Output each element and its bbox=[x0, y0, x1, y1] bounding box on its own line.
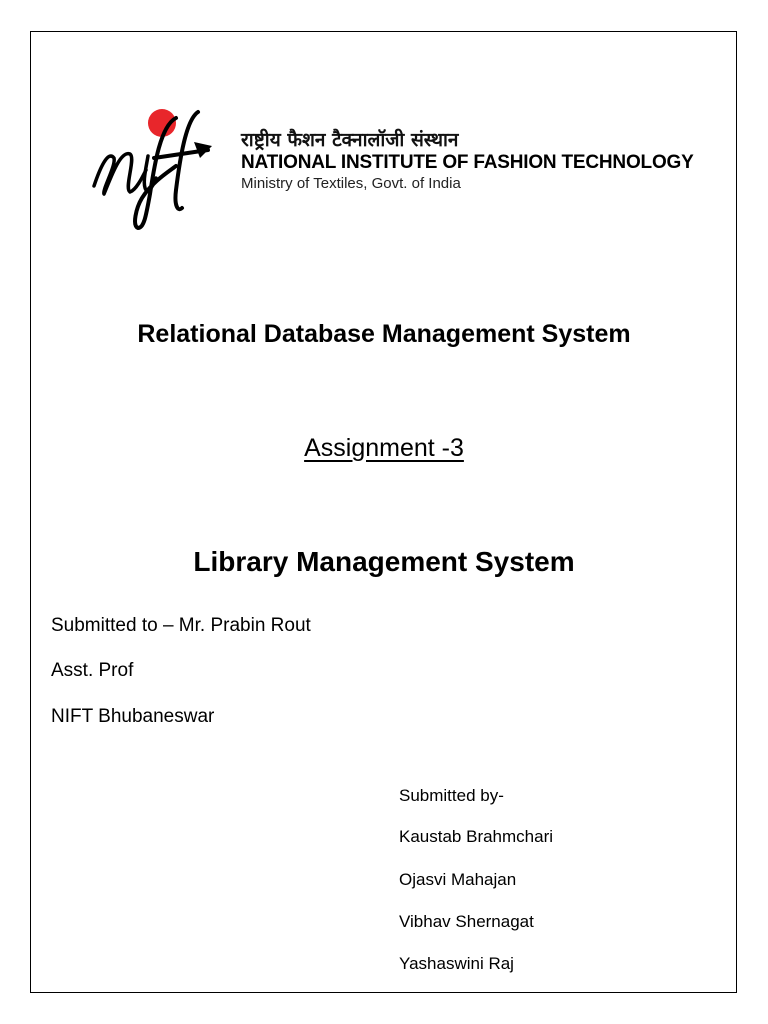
member-name: Kaustab Brahmchari bbox=[399, 827, 554, 846]
member-name: Yashaswini Raj bbox=[399, 954, 514, 973]
assignment-heading bbox=[0, 432, 768, 464]
member-name: Ojasvi Mahajan bbox=[399, 870, 517, 889]
project-title: Library Management System bbox=[193, 546, 575, 577]
institute-name-hindi: राष्ट्रीय फैशन टैक्नालॉजी संस्थान bbox=[241, 129, 459, 151]
subject-title: Relational Database Management System bbox=[137, 320, 631, 348]
member-name: Vibhav Shernagat bbox=[399, 912, 534, 931]
designation: Asst. Prof bbox=[51, 660, 134, 681]
submitted-by-heading: Submitted by- bbox=[399, 786, 504, 805]
ministry-line: Ministry of Textiles, Govt. of India bbox=[241, 175, 461, 192]
campus: NIFT Bhubaneswar bbox=[51, 706, 215, 727]
submitted-to: Submitted to – Mr. Prabin Rout bbox=[51, 615, 311, 636]
institute-name: NATIONAL INSTITUTE OF FASHION TECHNOLOGY bbox=[241, 152, 694, 173]
nift-logo bbox=[90, 98, 220, 233]
institute-header bbox=[241, 129, 694, 193]
assignment-label: Assignment -3 bbox=[304, 434, 464, 462]
